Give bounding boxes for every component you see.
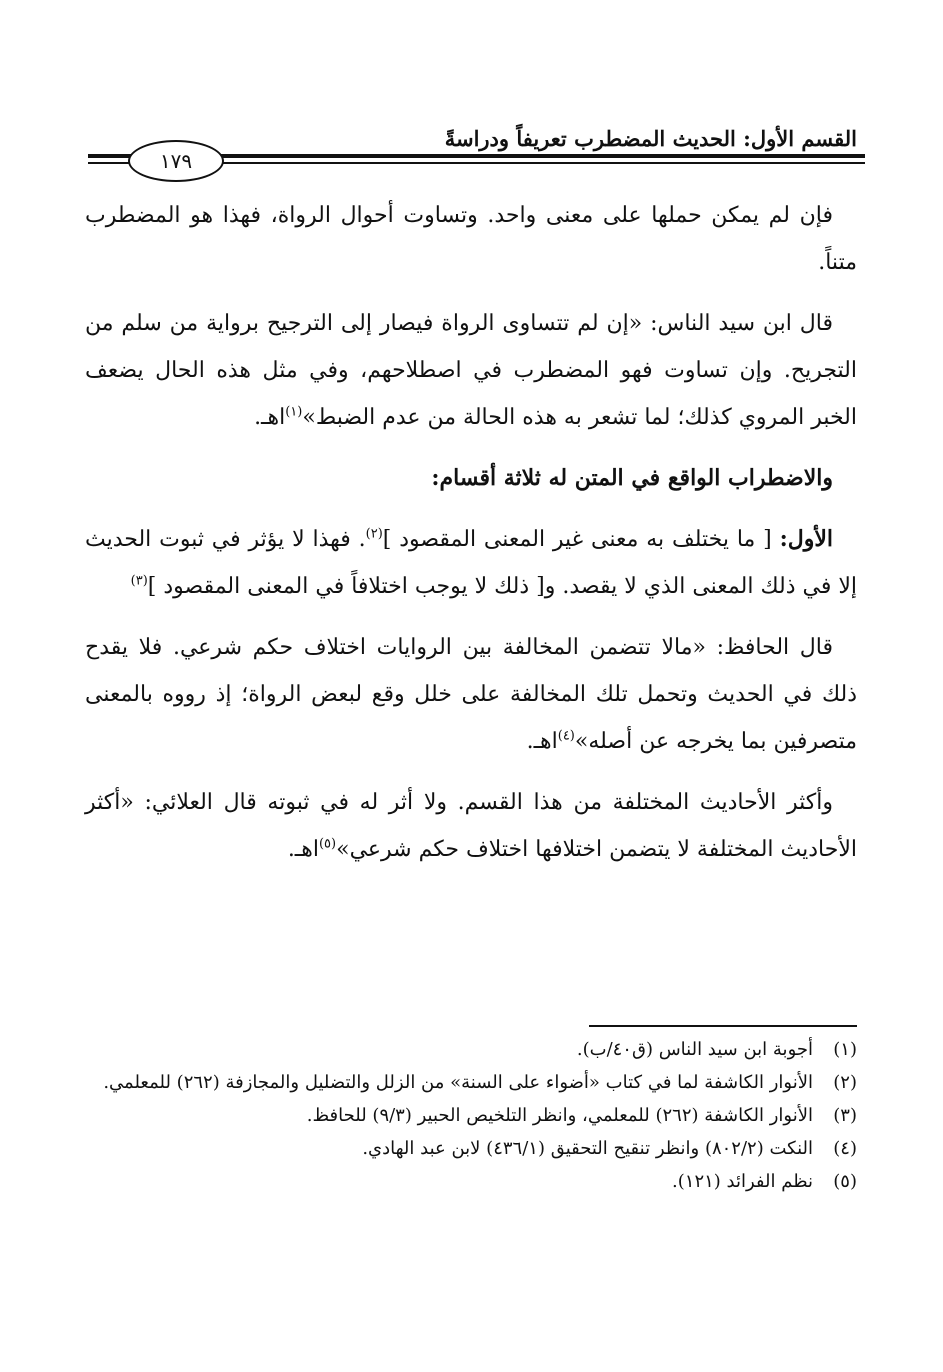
- footnote-ref-3[interactable]: (٣): [130, 573, 148, 589]
- footnote-number: (١): [833, 1039, 857, 1060]
- footnote-ref-1[interactable]: (١): [285, 404, 303, 420]
- page-number: ١٧٩: [128, 140, 224, 182]
- paragraph-3-text-a: [ ما يختلف به معنى غير المعنى المقصود ]: [382, 527, 772, 552]
- footnote: [85, 1165, 857, 1198]
- paragraph-5-end: اهـ.: [287, 837, 319, 862]
- footnote-number: (٣): [833, 1105, 857, 1126]
- running-header-title: القسم الأول: الحديث المضطرب تعريفاً ودراسةً: [444, 126, 857, 151]
- paragraph-2-end: اهـ.: [254, 405, 286, 430]
- paragraph-2: [85, 300, 857, 441]
- footnote: [85, 1066, 857, 1099]
- paragraph-4: [85, 624, 857, 765]
- paragraph-5: [85, 779, 857, 873]
- footnote-number: (٤): [833, 1138, 857, 1159]
- paragraph-1-text: فإن لم يمكن حملها على معنى واحد. وتساوت أحوال الرواة، فهذا هو المضطرب متناً.: [85, 203, 857, 275]
- footnote-number: (٥): [833, 1171, 857, 1192]
- paragraph-4-text: قال الحافظ: «مالا تتضمن المخالفة بين الروايات اختلاف حكم شرعي. فلا يقدح ذلك في الحديث وتحمل تلك المخالفة على خلل وقع لبعض الرواة؛ إذ رووه بالمعنى متصرفين بما يخرجه عن أصله»: [85, 635, 857, 754]
- footnote: [85, 1132, 857, 1165]
- footnote-text: أجوبة ابن سيد الناس (ق٤٠/ب).: [576, 1039, 813, 1060]
- paragraph-2-text: قال ابن سيد الناس: «إن لم تتساوى الرواة فيصار إلى الترجيح برواية من سلم من التجريح. وإن تساوت فهو المضطرب في اصطلاحهم، وفي مثل هذه الحال يضعف الخبر المروي كذلك؛ لما تشعر به هذه الحالة من عدم الضبط»: [85, 311, 857, 430]
- footnote-text: الأنوار الكاشفة (٢٦٢) للمعلمي، وانظر التلخيص الحبير (٩/٣) للحافظ.: [306, 1105, 813, 1126]
- footnote: [85, 1033, 857, 1066]
- footnote-ref-5[interactable]: (٥): [318, 836, 337, 852]
- paragraph-4-end: اهـ.: [526, 729, 558, 754]
- footnote-text: نظم الفرائد (١٢١).: [672, 1171, 813, 1192]
- paragraph-5-text: وأكثر الأحاديث المختلفة من هذا القسم. ولا أثر له في ثبوته قال العلائي: «أكثر الأحاديث المختلفة لا يتضمن اختلافها اختلاف حكم شرعي»: [85, 790, 857, 862]
- footnotes: [85, 1033, 857, 1198]
- footnote-ref-2[interactable]: (٢): [365, 526, 383, 542]
- footnote-separator: [589, 1025, 857, 1027]
- paragraph-3-text-b: . فهذا لا يؤثر في ثبوت الحديث إلا في ذلك المعنى الذي لا يقصد. و[ ذلك لا يوجب اختلافاً في المعنى المقصود ]: [85, 527, 857, 599]
- footnote-text: الأنوار الكاشفة لما في كتاب «أضواء على السنة» من الزلل والتضليل والمجازفة (٢٦٢) للمعلمي.: [103, 1072, 813, 1093]
- main-text: [85, 192, 857, 887]
- footnote-number: (٢): [833, 1072, 857, 1093]
- paragraph-1: [85, 192, 857, 286]
- footnote-ref-4[interactable]: (٤): [557, 728, 575, 744]
- paragraph-3: [85, 516, 857, 610]
- section-subheading: والاضطراب الواقع في المتن له ثلاثة أقسام:: [431, 465, 833, 491]
- footnote-text: النكت (٨٠٢/٢) وانظر تنقيح التحقيق (٤٣٦/١) لابن عبد الهادي.: [362, 1138, 813, 1159]
- paragraph-3-lead: الأول:: [779, 526, 833, 552]
- footnote: [85, 1099, 857, 1132]
